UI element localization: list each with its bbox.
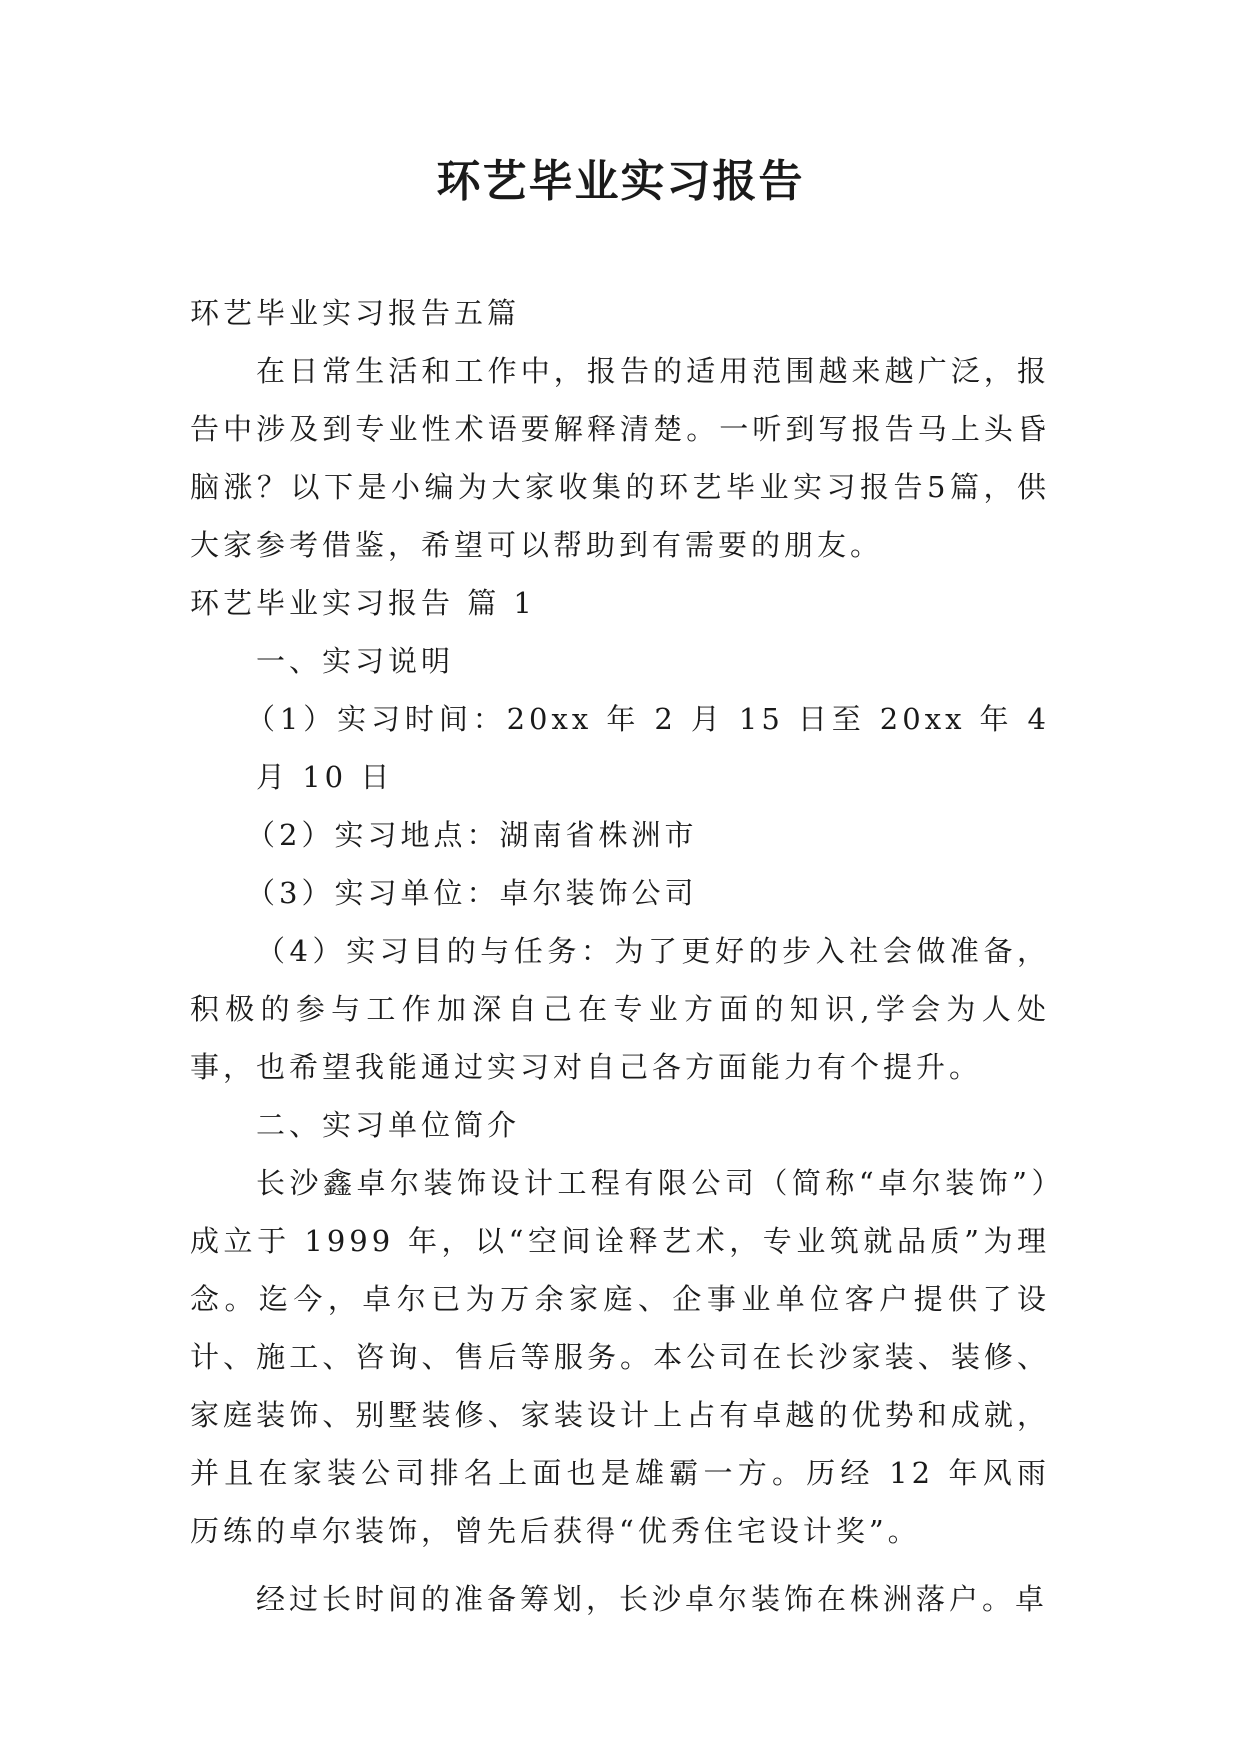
document-title: 环艺毕业实习报告 (436, 156, 805, 207)
continuation-paragraph: 经过长时间的准备筹划，长沙卓尔装饰在株洲落户。卓 (256, 1582, 1049, 1616)
document-body (190, 284, 1050, 1628)
subtitle-line: 环艺毕业实习报告五篇 (190, 296, 521, 330)
item-internship-location: （2）实习地点：湖南省株洲市 (246, 818, 698, 852)
section-heading-part-1: 环艺毕业实习报告 篇 1 (190, 586, 536, 620)
heading-company-intro: 二、实习单位简介 (256, 1108, 521, 1142)
company-intro-paragraph: 长沙鑫卓尔装饰设计工程有限公司（简称“卓尔装饰”）成立于 1999 年，以“空间诠释艺术，专业筑就品质”为理念。迄今，卓尔已为万余家庭、企事业单位客户提供了设计、施工、咨询、售后等服务。本公司在长沙家装、装修、家庭装饰、别墅装修、家装设计上占有卓越的优势和成就，并且在家装公司排名上面也是雄霸一方。历经 12 年风雨历练的卓尔装饰，曾先后获得“优秀住宅设计奖”。 (190, 1166, 1050, 1548)
item-internship-purpose: （4）实习目的与任务：为了更好的步入社会做准备，积极的参与工作加深自己在专业方面的知识,学会为人处事，也希望我能通过实习对自己各方面能力有个提升。 (190, 934, 1050, 1084)
item-internship-company: （3）实习单位：卓尔装饰公司 (246, 876, 698, 910)
item-internship-time: （1）实习时间：20xx 年 2 月 15 日至 20xx 年 4 月 10 日 (246, 702, 1050, 794)
heading-internship-description: 一、实习说明 (256, 644, 455, 678)
intro-paragraph: 在日常生活和工作中，报告的适用范围越来越广泛，报告中涉及到专业性术语要解释清楚。一听到写报告马上头昏脑涨？以下是小编为大家收集的环艺毕业实习报告5篇，供大家参考借鉴，希望可以帮助到有需要的朋友。 (190, 354, 1050, 562)
